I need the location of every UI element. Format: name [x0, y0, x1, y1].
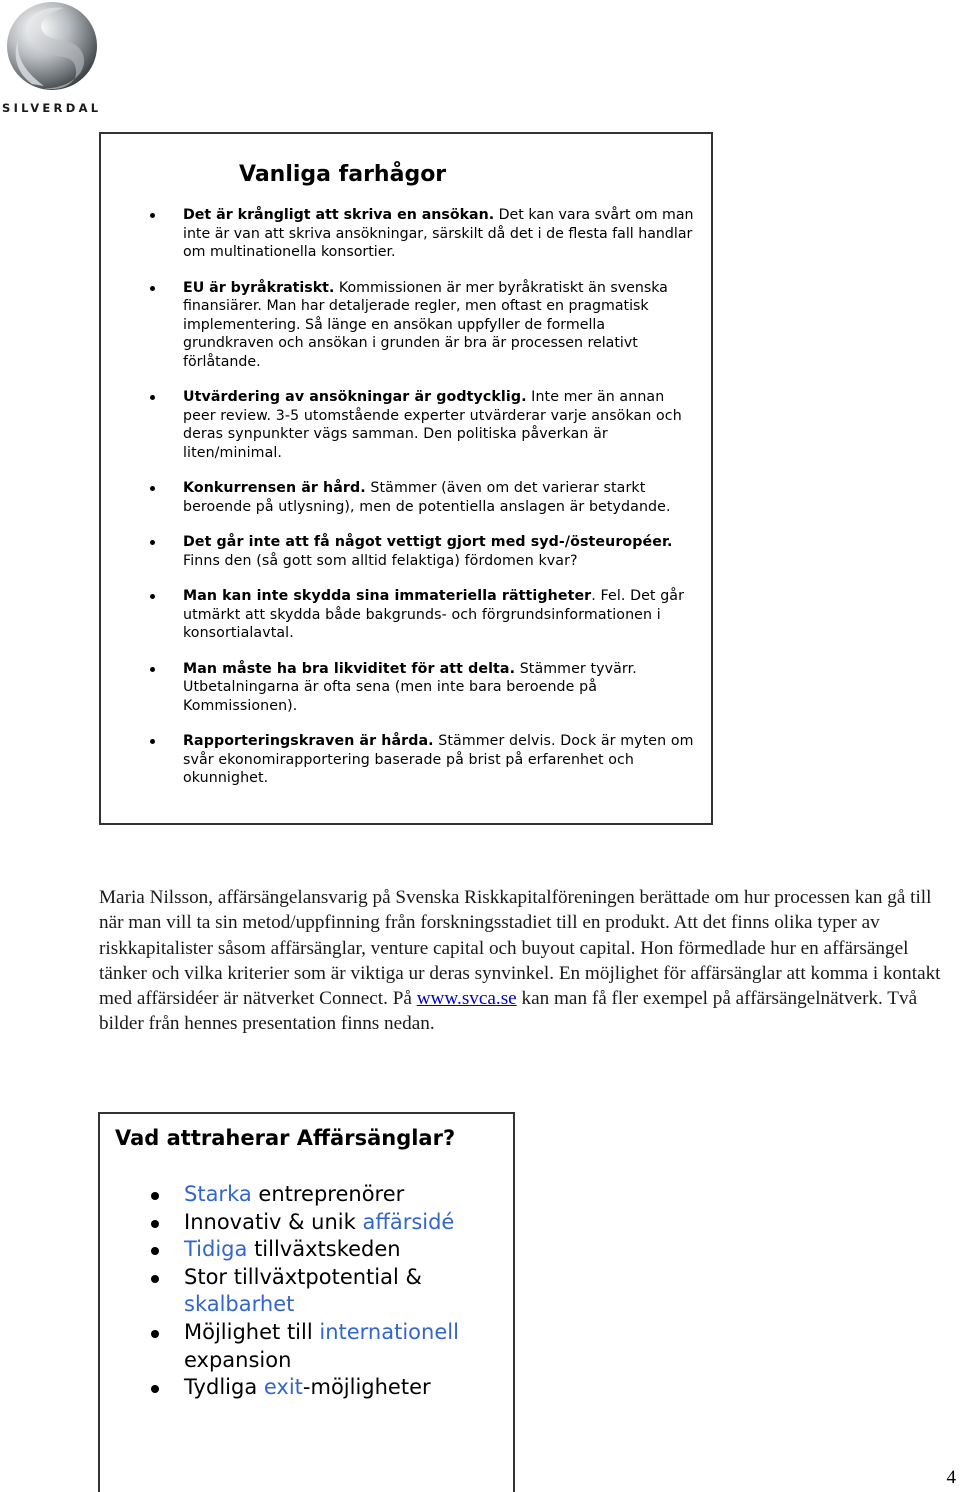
- bullet-icon: [150, 540, 155, 545]
- list-item: [101, 479, 715, 516]
- item-text: Stämmer (även om det varierar starkt beroende på utlysning), men de potentiella anslagen är betydande.: [183, 480, 671, 515]
- paragraph-text-end: kan man få fler exempel på affärsängelnätverk. Två bilder från hennes presentation finns nedan.: [99, 988, 918, 1035]
- item-text-end: entreprenörer: [251, 1182, 405, 1206]
- bullet-icon: [150, 594, 155, 599]
- bullet-icon: [151, 1192, 159, 1200]
- bullet-icon: [150, 213, 155, 218]
- body-paragraph: [99, 885, 959, 1037]
- highlight-word: internationell: [319, 1319, 459, 1344]
- list-item: [101, 388, 715, 462]
- list-item: [100, 1236, 517, 1264]
- item-text: Stor tillväxtpotential &: [184, 1264, 422, 1289]
- item-text-end: tillväxtskeden: [247, 1237, 401, 1262]
- item-text: Kommissionen är mer byråkratiskt än svenska finansiärer. Man har detaljerade regler, men oftast en pragmatisk implementering. Så länge en ansökan uppfyller de formella grundkraven och ansökan i grunden är bra är processen relativt förlåtande.: [183, 279, 668, 370]
- list-item: [101, 587, 715, 643]
- item-heading: Man måste ha bra likviditet för att delta.: [183, 660, 516, 677]
- item-text: Stämmer tyvärr. Utbetalningarna är ofta sena (men inte bara beroende på Kommissionen).: [183, 660, 637, 714]
- list-item: [101, 206, 715, 262]
- item-text: Inte mer än annan peer review. 3-5 utomstående experter utvärderar varje ansökan och deras synpunkter vägs samman. Den politiska påverkan är liten/minimal.: [183, 389, 682, 461]
- slide-common-concerns: [99, 132, 713, 825]
- bullet-icon: [150, 667, 155, 672]
- slide-title: Vanliga farhågor: [239, 162, 447, 187]
- bullet-icon: [150, 395, 155, 400]
- item-heading: Rapporteringskraven är hårda.: [183, 733, 434, 749]
- item-text: Finns den (så gott som alltid felaktiga) fördomen kvar?: [183, 552, 578, 569]
- list-item: [100, 1264, 517, 1319]
- page-number: 4: [946, 1467, 956, 1488]
- item-text: . Fel. Det går utmärkt att skydda både bakgrunds- och förgrundsinformationen i konsortialavtal.: [183, 588, 685, 641]
- bullet-icon: [150, 486, 155, 491]
- slide-what-attracts-angels: [98, 1112, 515, 1492]
- list-item: [100, 1319, 517, 1374]
- bullet-icon: [150, 739, 155, 744]
- item-text-end: -möjligheter: [302, 1375, 431, 1400]
- logo-emblem-icon: [4, 0, 100, 96]
- list-item: [101, 660, 715, 716]
- slide-title: Vad attraherar Affärsänglar?: [115, 1126, 456, 1150]
- bullet-icon: [151, 1385, 159, 1393]
- concerns-list: [101, 206, 715, 805]
- bullet-icon: [151, 1247, 159, 1255]
- list-item: [100, 1209, 517, 1237]
- item-heading: Man kan inte skydda sina immateriella rättigheter: [183, 588, 592, 604]
- list-item: [101, 732, 715, 788]
- highlight-word: Tidiga: [184, 1237, 248, 1262]
- item-text: Möjlighet till: [184, 1319, 320, 1344]
- attractions-list: [100, 1181, 517, 1402]
- item-text: Tydliga: [184, 1375, 264, 1400]
- list-item: [101, 533, 715, 570]
- logo-wordmark: SILVERDAL: [2, 101, 102, 115]
- highlight-word: Starka: [184, 1182, 252, 1206]
- silverdal-logo: [0, 0, 130, 125]
- item-text-end: expansion: [184, 1347, 292, 1372]
- item-heading: Konkurrensen är hård.: [183, 480, 366, 496]
- bullet-icon: [151, 1275, 159, 1283]
- item-text: Innovativ & unik: [184, 1209, 363, 1234]
- item-text: Stämmer delvis. Dock är myten om svår ekonomirapportering baserade på brist på erfarenhet och okunnighet.: [183, 733, 694, 786]
- bullet-icon: [150, 286, 155, 291]
- list-item: [101, 279, 715, 372]
- list-item: [100, 1181, 517, 1209]
- item-heading: Det är krångligt att skriva en ansökan.: [183, 207, 495, 223]
- bullet-icon: [151, 1330, 159, 1338]
- highlight-word: affärsidé: [362, 1209, 455, 1234]
- item-text: Det kan vara svårt om man inte är van att skriva ansökningar, särskilt då det i de flesta fall handlar om multinationella konsortier.: [183, 207, 694, 260]
- item-heading: EU är byråkratiskt.: [183, 279, 335, 296]
- highlight-word: skalbarhet: [184, 1292, 295, 1317]
- item-heading: Utvärdering av ansökningar är godtycklig.: [183, 389, 527, 405]
- bullet-icon: [151, 1220, 159, 1228]
- list-item: [100, 1374, 517, 1402]
- item-heading: Det går inte att få något vettigt gjort med syd-/östeuropéer.: [183, 534, 673, 550]
- paragraph-text: Maria Nilsson, affärsängelansvarig på Svenska Riskkapitalföreningen berättade om hur processen kan gå till när man vill ta sin metod/uppfinning från forskningsstadiet till en produkt. Att det finns olika typer av riskkapitalister såsom affärsänglar, venture capital och buyout capital. Hon förmedlade hur en affärsängel tänker och vilka kriterier som är viktiga ur deras synvinkel. En möjlighet för affärsänglar att komma i kontakt med affärsidéer är nätverket Connect. På: [99, 887, 941, 1010]
- svca-link[interactable]: www.svca.se: [416, 988, 517, 1010]
- highlight-word: exit: [263, 1375, 303, 1400]
